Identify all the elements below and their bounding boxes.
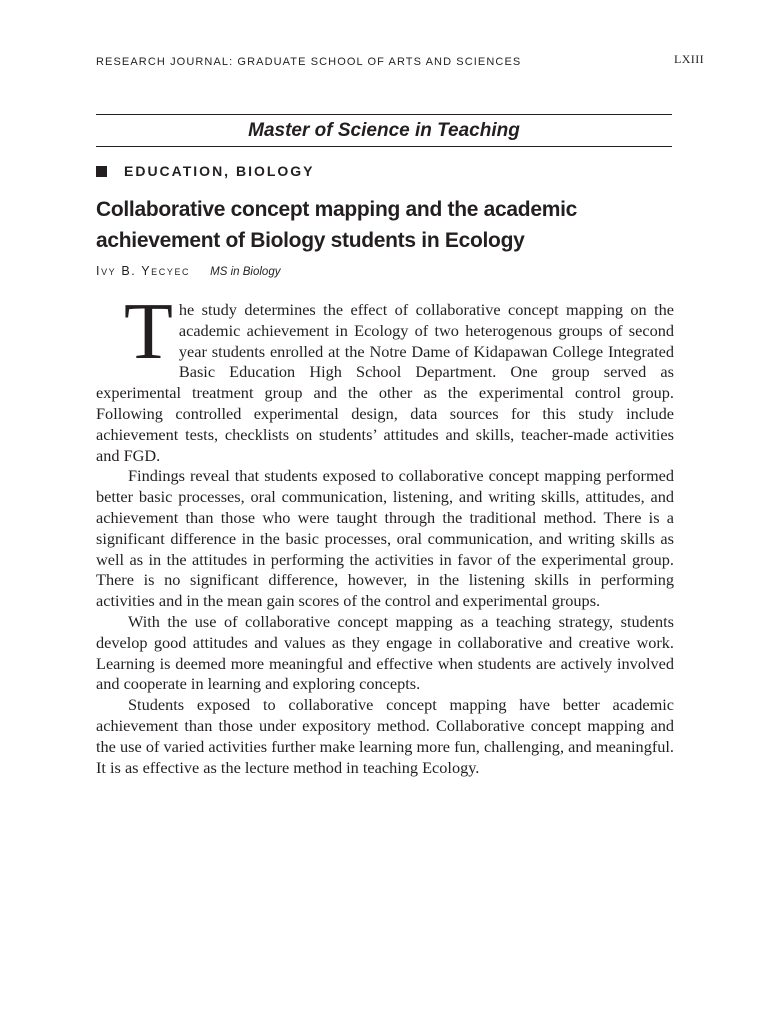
abstract-paragraph-3: With the use of collaborative concept mapping as a teaching strategy, students develop good attitudes and values as they engage in collaborative and creative work. Learning is deemed more meaningful and effective when students are actively involved and cooperate in learning and exploring concepts. <box>96 611 674 694</box>
program-band <box>96 114 672 147</box>
category-label: EDUCATION, BIOLOGY <box>124 163 315 179</box>
abstract-paragraph-2: Findings reveal that students exposed to collaborative concept mapping performed better basic processes, oral communication, listening, and writing skills, attitudes, and achievement than those who were taught through the traditional method. There is a significant difference in the basic processes, oral communication, and writing skills as well as in the attitudes in performing the activities in favor of the experimental group. There is no significant difference, however, in the listening skills in performing activities and in the mean gain scores of the control and experimental groups. <box>96 466 674 611</box>
running-head: RESEARCH JOURNAL: GRADUATE SCHOOL OF ARTS AND SCIENCES <box>96 56 522 68</box>
author-degree: MS in Biology <box>210 266 281 278</box>
category-heading <box>96 163 315 179</box>
article-title: Collaborative concept mapping and the academic achievement of Biology students in Ecology <box>96 198 577 252</box>
abstract <box>96 288 674 778</box>
abstract-paragraph-4: Students exposed to collaborative concept mapping have better academic achievement than those under expository method. Collaborative concept mapping and the use of varied activities further make learning more fun, challenging, and meaningful. It is as effective as the lecture method in teaching Ecology. <box>96 695 674 777</box>
byline <box>96 264 280 278</box>
program-title: Master of Science in Teaching <box>248 119 520 141</box>
square-bullet-icon <box>96 166 107 177</box>
abstract-paragraph-1 <box>96 288 674 466</box>
drop-cap: T <box>124 288 173 376</box>
abstract-paragraph-1-text: he study determines the effect of collaborative concept mapping on the academic achievement in Ecology of two heterogenous groups of second year students enrolled at the Notre Dame of Kidapawan College Integrated Basic Education High School Department. One group served as experimental treatment group and the other as the experimental control group. Following controlled experimental design, data sources for this study include achievement tests, checklists on students’ attitudes and skills, teacher-made activities and FGD. <box>96 300 674 465</box>
page-number: LXIII <box>674 52 704 66</box>
author-name: Ivy B. Yecyec <box>96 264 191 278</box>
